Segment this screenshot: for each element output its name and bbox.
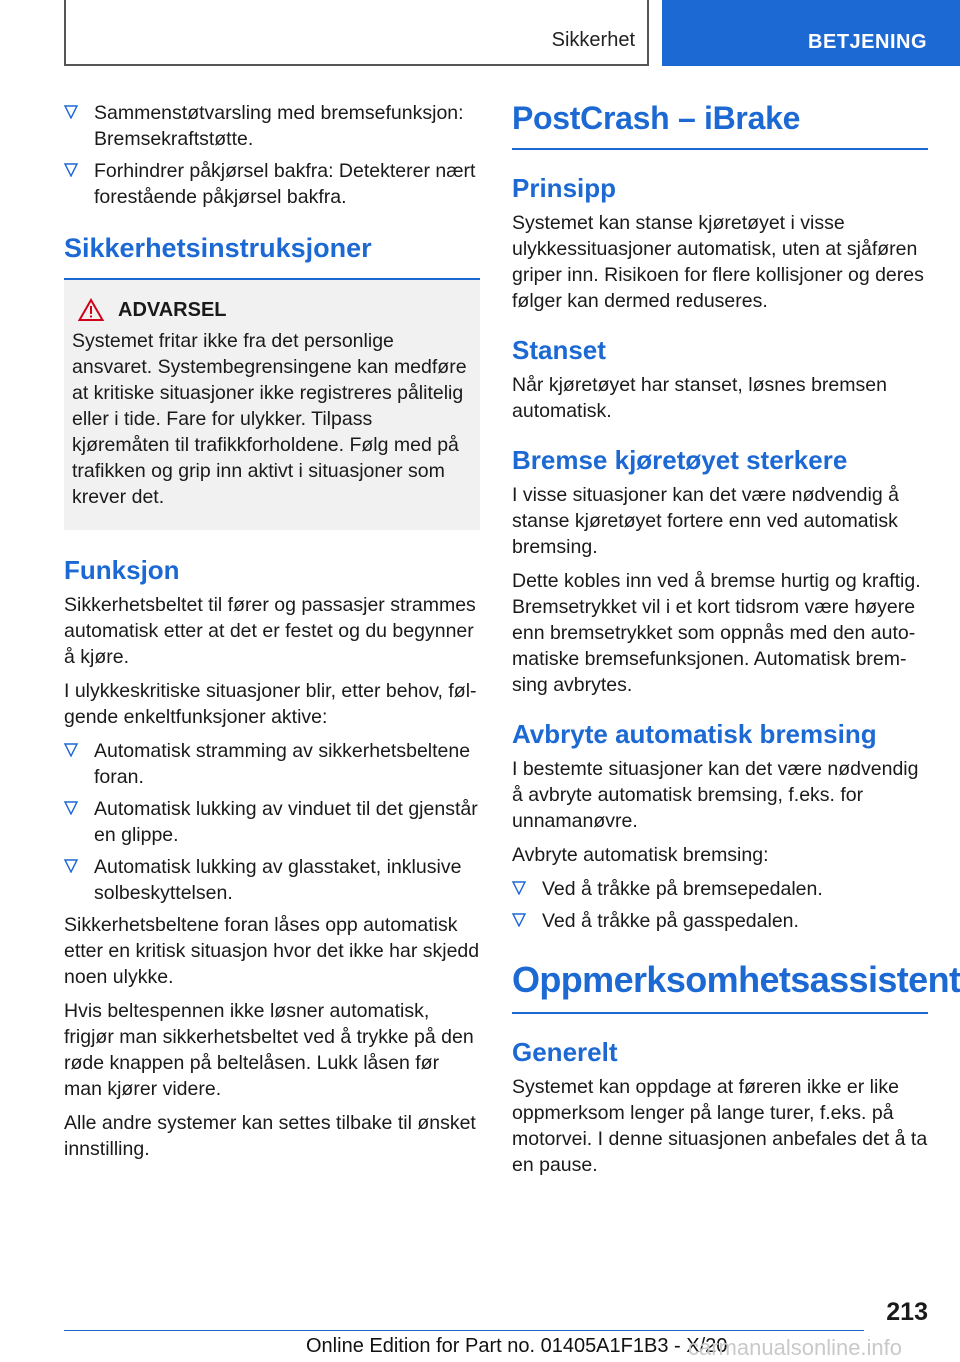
list-item: Sammenstøtvarsling med bremsefunksjon: Bremsekraftstøtte.: [64, 100, 480, 152]
warning-text: Systemet fritar ikke fra det personlige ansvaret. Systembegrensingene kan medføre at kritiske situasjoner ikke registreres pålitelig eller i tide. Fare for ulykker. Tilpass kjøremåten til trafikkforholdene. Følg med på trafikken og grip inn aktivt i situasjoner som krever det.: [72, 330, 467, 508]
brake-paragraph: Dette kobles inn ved å bremse hurtig og kraftig. Bremsetrykket vil i et kort tidsrom være høyere enn bremsetrykket som oppnås med den automatiske bremsefunksjonen. Automatisk bremsing avbrytes.: [512, 570, 921, 696]
list-item: Automatisk lukking av glasstaket, inklusive solbeskyttelsen.: [64, 854, 480, 906]
triangle-bullet-icon: [512, 881, 526, 895]
function-paragraph: Hvis beltespennen ikke løsner automatisk, frigjør man sikkerhetsbeltet ved å trykke på den røde knappen på beltelåsen. Lukk låsen før man kjører videre.: [64, 1000, 474, 1100]
left-column: [64, 100, 480, 1170]
triangle-bullet-icon: [64, 105, 78, 119]
warning-header: [72, 298, 472, 322]
header-chapter-title: BETJENING: [808, 31, 927, 53]
right-column: [512, 100, 960, 1186]
abort-braking-heading: Avbryte automatisk bremsing: [512, 719, 877, 749]
footer-edition: Online Edition for Part no. 01405A1F1B3 - X/20: [306, 1335, 728, 1357]
triangle-bullet-icon: [512, 913, 526, 927]
list-item: Ved å tråkke på gasspedalen.: [512, 908, 928, 934]
stopped-paragraph: Når kjøretøyet har stanset, løsnes bremsen automatisk.: [512, 374, 887, 422]
warning-label: ADVARSEL: [118, 298, 227, 321]
warning-triangle-icon: [78, 298, 104, 322]
abort-paragraph: I bestemte situasjoner kan det være nødvendig å avbryte automatisk bremsing, f.eks. for unnamanøvre.: [512, 758, 919, 832]
abort-paragraph: Avbryte automatisk bremsing:: [512, 844, 769, 866]
function-paragraph: Sikkerhetsbeltet til fører og passasjer strammes automatisk etter at det er festet og du begynner å kjøre.: [64, 594, 476, 668]
triangle-bullet-icon: [64, 743, 78, 757]
function-paragraph: I ulykkeskritiske situasjoner blir, etter behov, følgende enkeltfunksjoner aktive:: [64, 680, 477, 728]
function-paragraph: Sikkerhetsbeltene foran låses opp automatisk etter en kritisk situasjon hvor det ikke har skjedd noen ulykke.: [64, 914, 480, 988]
safety-heading: Sikkerhetsinstruksjoner: [64, 232, 480, 280]
list-item: Automatisk lukking av vinduet til det gjenstår en glippe.: [64, 796, 480, 848]
header-chapter-tab[interactable]: [662, 0, 960, 66]
stopped-heading: Stanset: [512, 335, 606, 365]
attention-assistant-heading: Oppmerksomhetsassistent: [512, 960, 928, 1014]
general-paragraph: Systemet kan oppdage at føreren ikke er like oppmerksom lenger på lange turer, f.eks. på motorvei. I denne situasjonen anbefales det å ta en pause.: [512, 1076, 928, 1176]
brake-paragraph: I visse situasjoner kan det være nødvendig å stanse kjøretøyet fortere enn ved automatisk bremsing.: [512, 484, 899, 558]
triangle-bullet-icon: [64, 801, 78, 815]
triangle-bullet-icon: [64, 163, 78, 177]
header-section-box: [64, 0, 649, 66]
general-heading: Generelt: [512, 1037, 618, 1067]
warning-box: [64, 280, 480, 530]
principle-paragraph: Systemet kan stanse kjøretøyet i visse ulykkessituasjoner automatisk, uten at sjåføren griper inn. Risikoen for flere kollisjoner og deres følger kan dermed reduseres.: [512, 212, 924, 312]
list-item: Automatisk stramming av sikkerhetsbeltene foran.: [64, 738, 480, 790]
page-number: 213: [886, 1298, 928, 1326]
triangle-bullet-icon: [64, 859, 78, 873]
postcrash-heading: PostCrash – iBrake: [512, 100, 928, 150]
header-section-title: Sikkerhet: [551, 29, 635, 51]
function-heading: Funksjon: [64, 555, 180, 585]
principle-heading: Prinsipp: [512, 173, 617, 203]
list-item: Ved å tråkke på bremsepedalen.: [512, 876, 928, 902]
list-item: Forhindrer påkjørsel bakfra: Detekterer nært forestående påkjørsel bakfra.: [64, 158, 480, 210]
watermark: carmanualsonline.info: [688, 1335, 903, 1360]
footer-divider: [64, 1330, 864, 1331]
function-paragraph: Alle andre systemer kan settes tilbake til ønsket innstilling.: [64, 1112, 476, 1160]
brake-harder-heading: Bremse kjøretøyet sterkere: [512, 445, 848, 475]
